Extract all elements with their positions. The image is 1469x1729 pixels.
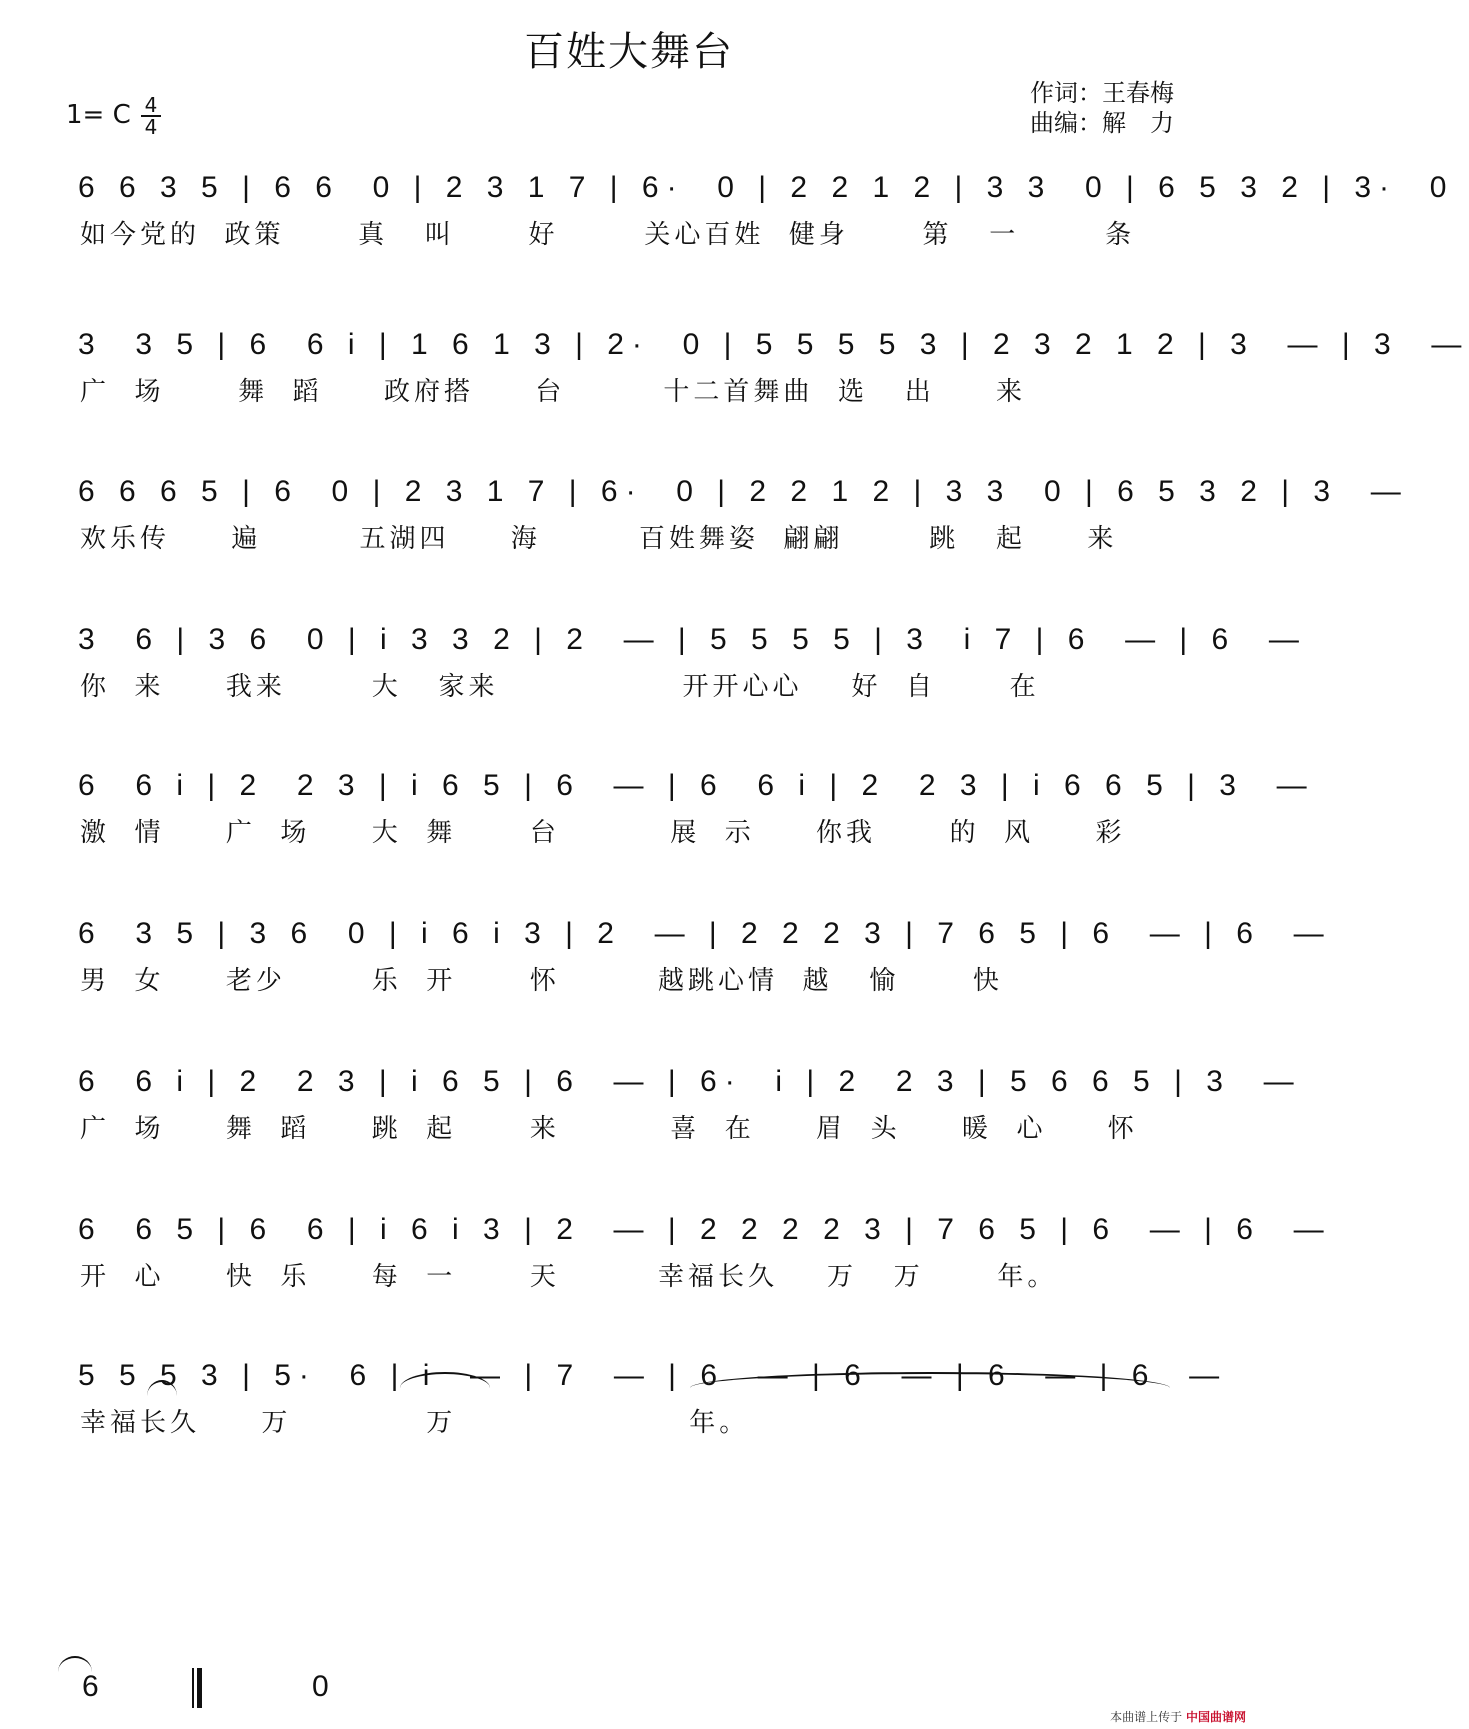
- lyrics-line: 幸福长久 万 万 年。: [80, 1408, 750, 1438]
- lyrics-line: 广 场 舞 蹈 跳 起 来 喜 在 眉 头 暖 心 怀: [80, 1114, 1138, 1144]
- lyrics-line: 开 心 快 乐 每 一 天 幸福长久 万 万 年。: [80, 1262, 1058, 1292]
- time-signature-bottom: 4: [144, 115, 158, 139]
- lyrics-line: 激 情 广 场 大 舞 台 展 示 你我 的 风 彩: [80, 818, 1126, 848]
- ending-notation: 6 0: [82, 1670, 365, 1703]
- final-barline: [192, 1668, 202, 1708]
- notation-line: 6 6 i | 2 2 3 | i 6 5 | 6 — | 6 6 i | 2 2 3 | i 6 6 5 | 3 —: [78, 769, 1315, 802]
- watermark-brand: 中国曲谱网: [1185, 1710, 1246, 1724]
- notation-line: 3 3 5 | 6 6 i | 1 6 1 3 | 2· 0 | 5 5 5 5 3 | 2 3 2 1 2 | 3 — | 3 —: [78, 328, 1469, 361]
- watermark: [1110, 1708, 1246, 1725]
- notation-line: 6 6 5 | 6 6 | i 6 i 3 | 2 — | 2 2 2 2 3 | 7 6 5 | 6 — | 6 —: [78, 1213, 1332, 1246]
- time-signature-top: 4: [144, 93, 158, 117]
- arranger-credit: 曲编：解 力: [1030, 109, 1174, 137]
- lyricist-credit: 作词：王春梅: [1030, 79, 1174, 107]
- lyrics-line: 欢乐传 遍 五湖四 海 百姓舞姿 翩翩 跳 起 来: [80, 524, 1118, 554]
- notation-line: 6 6 3 5 | 6 6 0 | 2 3 1 7 | 6· 0 | 2 2 1 2 | 3 3 0 | 6 5 3 2 | 3· 0: [78, 171, 1455, 204]
- notation-line: 5 5 5 3 | 5· 6 | i — | 7 — | 6 — | 6 — | 6 — | 6 —: [78, 1359, 1228, 1392]
- notation-line: 6 6 6 5 | 6 0 | 2 3 1 7 | 6· 0 | 2 2 1 2 | 3 3 0 | 6 5 3 2 | 3 —: [78, 475, 1409, 508]
- watermark-prefix: 本曲谱上传于: [1110, 1710, 1183, 1724]
- score-title: 百姓大舞台: [524, 29, 734, 75]
- time-signature: [140, 95, 162, 137]
- key-signature: 1= C: [66, 100, 131, 130]
- credits: [1030, 78, 1174, 138]
- notation-line: 6 3 5 | 3 6 0 | i 6 i 3 | 2 — | 2 2 2 3 | 7 6 5 | 6 — | 6 —: [78, 917, 1332, 950]
- lyrics-line: 男 女 老少 乐 开 怀 越跳心情 越 愉 快: [80, 966, 1003, 996]
- lyrics-line: 你 来 我来 大 家来 开开心心 好 自 在: [80, 672, 1040, 702]
- lyrics-line: 广 场 舞 蹈 政府搭 台 十二首舞曲 选 出 来: [80, 377, 1027, 407]
- lyrics-line: 如今党的 政策 真 叫 好 关心百姓 健身 第 一 条: [80, 220, 1136, 250]
- notation-line: 3 6 | 3 6 0 | i 3 3 2 | 2 — | 5 5 5 5 | 3 i 7 | 6 — | 6 —: [78, 623, 1307, 656]
- notation-line: 6 6 i | 2 2 3 | i 6 5 | 6 — | 6· i | 2 2 3 | 5 6 6 5 | 3 —: [78, 1065, 1302, 1098]
